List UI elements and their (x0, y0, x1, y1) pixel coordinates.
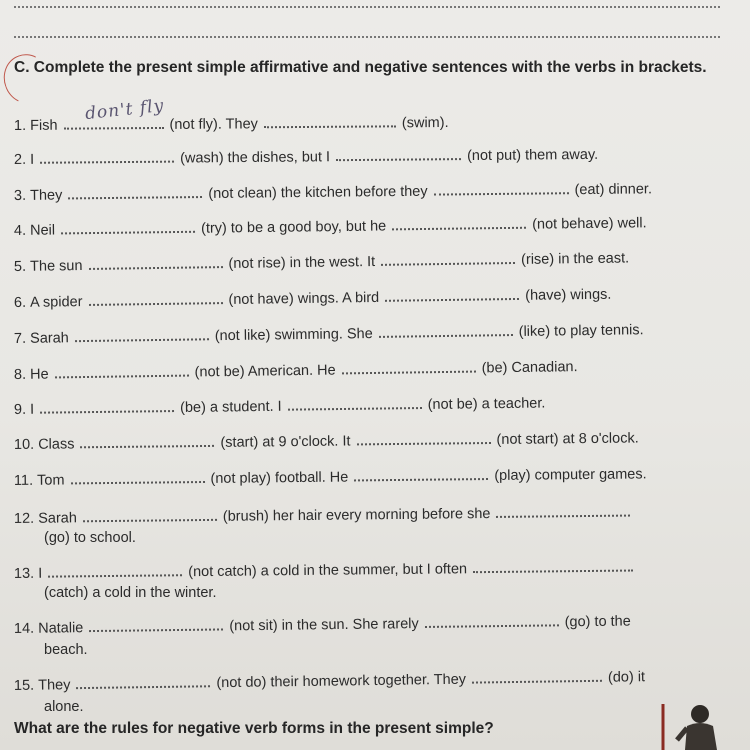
exercise-end-text: (not behave) well. (532, 215, 647, 233)
exercise-subject: The sun (29, 258, 83, 275)
exercise-subject: They (30, 187, 63, 204)
exercise-number: 3. (13, 187, 27, 204)
answer-blank[interactable] (379, 324, 513, 338)
answer-blank[interactable] (496, 505, 630, 518)
answer-blank[interactable] (70, 471, 204, 484)
exercise-item (14, 429, 639, 454)
exercise-number: 6. (13, 294, 27, 311)
exercise-middle-text: (start) at 9 o'clock. It (220, 433, 351, 451)
exercise-end-text: (rise) in the east. (521, 250, 630, 268)
answer-blank[interactable] (80, 435, 214, 448)
answer-blank[interactable] (264, 115, 396, 128)
exercise-subject: Natalie (38, 620, 84, 637)
rules-question: What are the rules for negative verb forms in the present simple? (14, 720, 494, 737)
answer-blank[interactable] (88, 256, 222, 270)
answer-blank[interactable] (356, 432, 490, 445)
answer-line (14, 36, 720, 38)
exercise-item (14, 321, 644, 348)
exercise-continuation: (catch) a cold in the winter. (44, 585, 217, 601)
exercise-middle-text: (not be) American. He (194, 362, 336, 381)
exercise-subject: He (29, 366, 49, 383)
exercise-item (14, 612, 631, 638)
answer-blank[interactable] (425, 614, 559, 628)
answer-blank[interactable] (88, 292, 222, 306)
exercise-number: 14. (13, 620, 35, 637)
exercise-number: 10. (13, 436, 35, 453)
answer-blank[interactable] (40, 400, 174, 414)
exercise-end-text: (do) it (607, 669, 646, 686)
exercise-item (14, 668, 645, 695)
handwritten-answer: don't fly (84, 95, 166, 125)
exercise-item (14, 286, 612, 312)
exercise-number: 7. (13, 330, 27, 347)
answer-blank[interactable] (288, 397, 422, 411)
exercise-middle-text: (not play) football. He (210, 469, 349, 487)
exercise-end-text: (not start) at 8 o'clock. (496, 430, 639, 448)
exercise-subject: Sarah (38, 510, 77, 527)
answer-blank[interactable] (55, 365, 189, 379)
answer-blank[interactable] (68, 186, 202, 199)
exercise-subject: Sarah (29, 330, 69, 347)
exercise-subject: A spider (29, 294, 83, 311)
exercise-subject: I (38, 565, 43, 582)
answer-blank[interactable] (354, 468, 488, 481)
answer-blank[interactable] (392, 217, 526, 231)
exercise-middle-text: (not sit) in the sun. She rarely (229, 616, 419, 635)
exercise-item (14, 146, 598, 169)
exercise-end-text: (not be) a teacher. (427, 395, 546, 413)
exercise-middle-text: (be) a student. I (180, 398, 282, 416)
exercise-middle-text: (not catch) a cold in the summer, but I often (188, 561, 468, 581)
exercise-number: 13. (13, 565, 35, 582)
exercise-item (14, 395, 546, 419)
exercise-middle-text: (not do) their homework together. They (216, 671, 467, 692)
exercise-end-text: (be) Canadian. (481, 359, 578, 377)
exercise-item (14, 503, 637, 528)
exercise-item (14, 558, 639, 583)
exercise-subject: Neil (29, 222, 56, 239)
answer-blank[interactable] (48, 564, 182, 577)
exercise-continuation: (go) to school. (44, 530, 136, 546)
exercise-middle-text: (not like) swimming. She (214, 325, 373, 345)
exercise-subject: Tom (37, 472, 65, 489)
exercise-middle-text: (wash) the dishes, but I (180, 149, 331, 167)
exercise-heading: C. Complete the present simple affirmative and negative sentences with the verbs in brackets. (14, 59, 707, 76)
exercise-number: 5. (13, 258, 27, 275)
exercise-number: 9. (13, 401, 27, 418)
answer-blank[interactable] (40, 151, 174, 164)
exercise-end-text: (like) to play tennis. (518, 322, 644, 340)
exercise-end-text: (eat) dinner. (574, 181, 653, 199)
exercise-continuation: alone. (44, 699, 84, 715)
exercise-item (14, 249, 629, 276)
answer-blank[interactable] (433, 182, 568, 195)
exercise-end-text: (swim). (401, 114, 449, 132)
exercise-number: 1. (13, 117, 27, 134)
exercise-middle-text: (not have) wings. A bird (228, 289, 380, 309)
exercise-item (14, 180, 652, 205)
exercise-item (14, 214, 647, 240)
exercise-subject: I (29, 401, 35, 418)
exercise-subject: They (38, 677, 71, 694)
answer-blank[interactable] (336, 148, 461, 161)
exercise-number: 4. (13, 222, 27, 239)
exercise-end-text: (go) to the (564, 613, 631, 631)
exercise-item (14, 114, 449, 135)
answer-blank[interactable] (61, 221, 195, 235)
exercise-item (14, 465, 647, 490)
exercise-middle-text: (not clean) the kitchen before they (208, 183, 428, 202)
answer-blank[interactable] (63, 117, 163, 130)
exercise-end-text: (play) computer games. (494, 466, 647, 484)
exercise-middle-text: (brush) her hair every morning before she (222, 506, 491, 525)
answer-blank[interactable] (76, 675, 210, 689)
answer-blank[interactable] (381, 252, 515, 266)
answer-line (14, 6, 720, 8)
answer-blank[interactable] (385, 288, 519, 302)
answer-blank[interactable] (473, 560, 633, 574)
answer-blank[interactable] (83, 509, 217, 522)
exercise-item (14, 358, 578, 384)
exercise-subject: Class (38, 436, 75, 453)
exercise-number: 15. (13, 677, 35, 694)
exercise-number: 11. (13, 472, 34, 489)
exercise-number: 2. (13, 151, 27, 168)
answer-blank[interactable] (75, 328, 209, 342)
exercise-continuation: beach. (44, 642, 88, 658)
exercise-middle-text: (not rise) in the west. It (228, 253, 376, 273)
person-illustration (655, 700, 735, 750)
exercise-middle-text: (not fly). They (169, 116, 258, 133)
exercise-subject: I (30, 151, 35, 168)
answer-blank[interactable] (472, 670, 602, 684)
exercise-end-text: (not put) them away. (466, 146, 599, 165)
exercise-middle-text: (try) to be a good boy, but he (200, 218, 387, 237)
exercise-subject: Fish (30, 117, 58, 134)
exercise-end-text: (have) wings. (525, 286, 612, 304)
exercise-number: 8. (13, 366, 27, 383)
exercise-number: 12. (13, 510, 35, 527)
answer-blank[interactable] (342, 361, 476, 375)
answer-blank[interactable] (89, 618, 223, 632)
